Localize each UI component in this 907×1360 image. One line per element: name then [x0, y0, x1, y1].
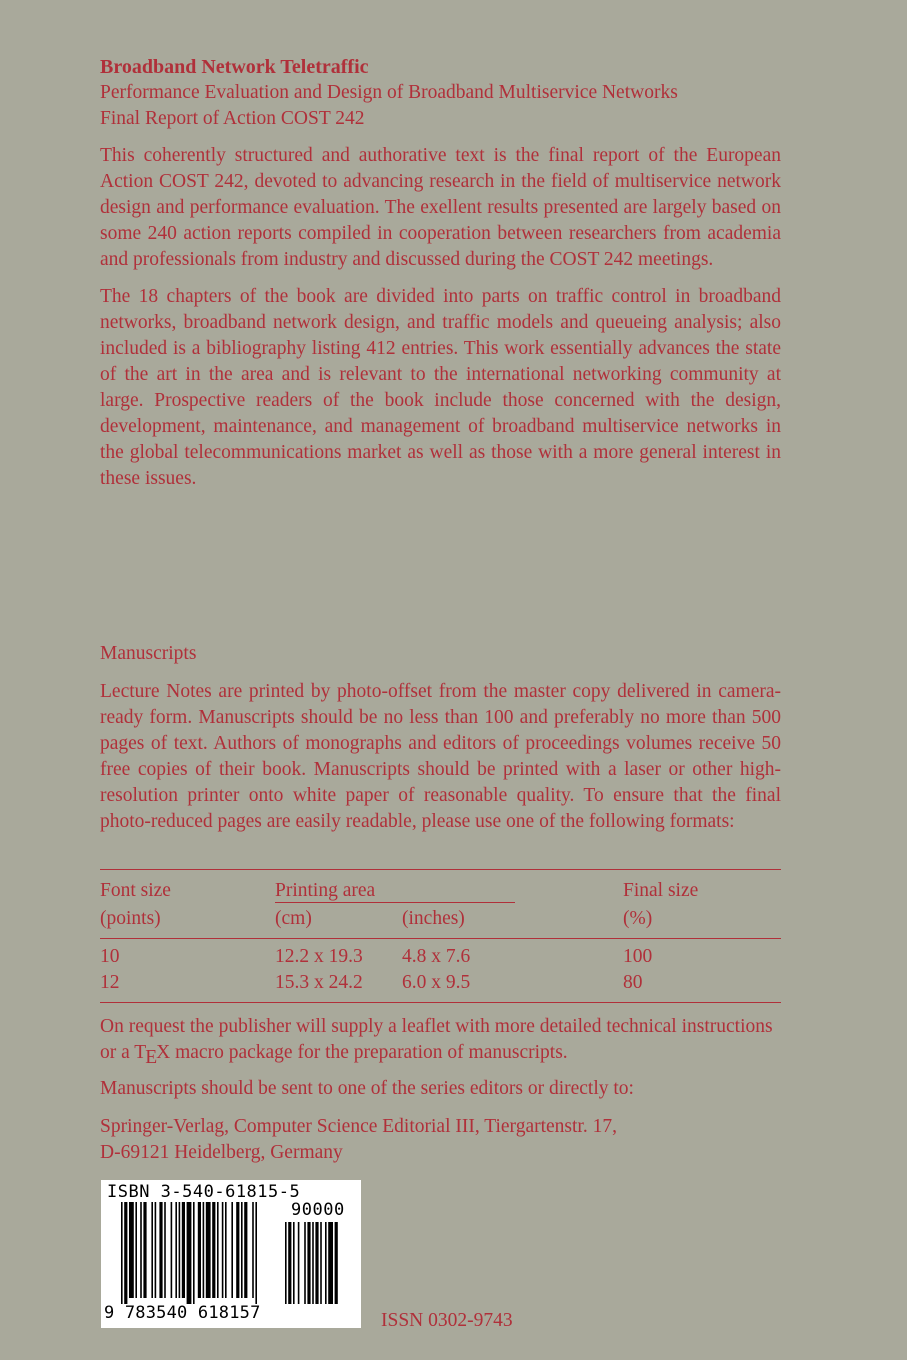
barcode-bar [135, 1202, 137, 1298]
header-font-size-unit: (points) [100, 908, 161, 929]
row-inches: 6.0 x 9.5 [402, 972, 471, 993]
barcode-bar [304, 1222, 306, 1304]
row-final-size: 80 [623, 972, 643, 993]
address-line-1: Springer-Verlag, Computer Science Editorial III, Tiergartenstr. 17, [100, 1116, 617, 1137]
row-final-size: 100 [623, 946, 653, 967]
barcode-bar [312, 1222, 314, 1304]
header-final-size: Final size [623, 880, 699, 901]
isbn-barcode [101, 1180, 361, 1328]
barcode-bar [206, 1202, 211, 1298]
barcode-addon-label: 90000 [291, 1200, 345, 1220]
barcode-bar [222, 1202, 224, 1298]
barcode-bar [217, 1202, 219, 1298]
barcode-bar [293, 1222, 295, 1304]
address-line-2: D-69121 Heidelberg, Germany [100, 1142, 343, 1163]
barcode-bar [288, 1222, 291, 1304]
header-printing-area: Printing area [275, 880, 376, 901]
blurb-paragraph-1: This coherently structured and authorative text is the final report of the European Action COST 242, devoted to advancing research in the field of multiservice network design and performance evaluation. The exellent results presented are largely based on some 240 action reports compiled in cooperation between researchers from academia and professionals from industry and discussed during the COST 242 meetings. [100, 145, 781, 270]
blurb-paragraph-2: The 18 chapters of the book are divided into parts on traffic control in broadband networks, broadband network design, and traffic models and queueing analysis; also included is a bibliography listing 412 entries. This work essentially advances the state of the art in the area and is relevant to the international networking community at large. Prospective readers of the book include those concerned with the design, development, maintenance, and management of broadband multiservice networks in the global telecommunications market as well as those with a more general interest in these issues. [100, 286, 781, 489]
book-subtitle: Performance Evaluation and Design of Broadband Multiservice Networks [100, 82, 678, 103]
barcode-bar [212, 1202, 215, 1298]
publisher-address [100, 1114, 781, 1166]
header-cm: (cm) [275, 908, 312, 929]
tex-logo-e: E [145, 1047, 158, 1068]
manuscripts-intro: Lecture Notes are printed by photo-offset from the master copy delivered in camera-ready form. Manuscripts should be no less than 100 and preferably no more than 500 pages of text. Authors of monographs and editors of proceedings volumes receive 50 free copies of their book. Manuscripts should be printed with a laser or other high-resolution printer onto white paper of reasonable quality. To ensure that the final photo-reduced pages are easily readable, please use one of the following formats: [100, 681, 781, 832]
barcode-bar [182, 1202, 185, 1298]
issn-label: ISSN 0302-9743 [381, 1310, 513, 1331]
leaflet-note [100, 1014, 781, 1071]
leaflet-text-pre: On request the publisher will supply a leaflet with more detailed technical instructions or a [100, 1016, 773, 1063]
barcode-bar [325, 1222, 327, 1304]
barcode-bar [143, 1202, 146, 1298]
barcode-bar [335, 1222, 338, 1304]
table-top-rule [100, 869, 781, 870]
barcode-bar [315, 1222, 318, 1304]
barcode-bar [198, 1202, 201, 1298]
barcode-bar [307, 1222, 310, 1304]
isbn-label: ISBN 3-540-61815-5 [107, 1182, 301, 1202]
barcode-bar [151, 1202, 153, 1298]
header-final-size-unit: (%) [623, 908, 653, 929]
tex-logo-t: T [134, 1042, 147, 1063]
barcode-bar [285, 1222, 287, 1304]
header-inches: (inches) [402, 908, 465, 929]
barcode-bar [171, 1202, 173, 1298]
printing-area-rule [275, 902, 515, 903]
barcode-bar [129, 1202, 134, 1298]
header-font-size: Font size [100, 880, 171, 901]
row-font-size: 12 [100, 972, 120, 993]
barcode-bar [124, 1202, 127, 1304]
manuscripts-intro-block [100, 679, 781, 835]
barcode-bar [225, 1202, 227, 1298]
barcode-bar [140, 1202, 142, 1298]
barcode-bar [252, 1202, 254, 1298]
barcode-bar [175, 1202, 177, 1298]
table-header-rule [100, 938, 781, 939]
barcode-bar [231, 1202, 233, 1298]
barcode-bar [320, 1222, 322, 1304]
barcode-bar [203, 1202, 205, 1298]
barcode-bar [193, 1202, 195, 1304]
barcode-bar [236, 1202, 239, 1298]
barcode-bar [155, 1202, 157, 1298]
barcode-bar [244, 1202, 247, 1298]
barcode-bar [164, 1202, 166, 1298]
tex-logo [134, 1042, 171, 1068]
row-inches: 4.8 x 7.6 [402, 946, 471, 967]
row-cm: 15.3 x 24.2 [275, 972, 363, 993]
table-bottom-rule [100, 1002, 781, 1003]
barcode-bar [187, 1202, 192, 1304]
header-block [100, 55, 781, 492]
barcode-bar [255, 1202, 257, 1304]
ean-label: 9 783540 618157 [104, 1303, 261, 1323]
report-subtitle: Final Report of Action COST 242 [100, 108, 365, 129]
leaflet-text-post: macro package for the preparation of manuscripts. [170, 1042, 568, 1063]
barcode-bar [121, 1202, 123, 1304]
row-font-size: 10 [100, 946, 120, 967]
manuscripts-heading: Manuscripts [100, 643, 197, 664]
row-cm: 12.2 x 19.3 [275, 946, 363, 967]
tex-logo-x: X [156, 1042, 171, 1063]
barcode-bar [159, 1202, 162, 1298]
barcode-bar [241, 1202, 243, 1298]
book-title: Broadband Network Teletraffic [100, 56, 369, 78]
barcode-bar [298, 1222, 300, 1304]
barcode-bar [328, 1222, 333, 1304]
barcode-bar [179, 1202, 181, 1298]
send-to-note: Manuscripts should be sent to one of the series editors or directly to: [100, 1078, 634, 1099]
